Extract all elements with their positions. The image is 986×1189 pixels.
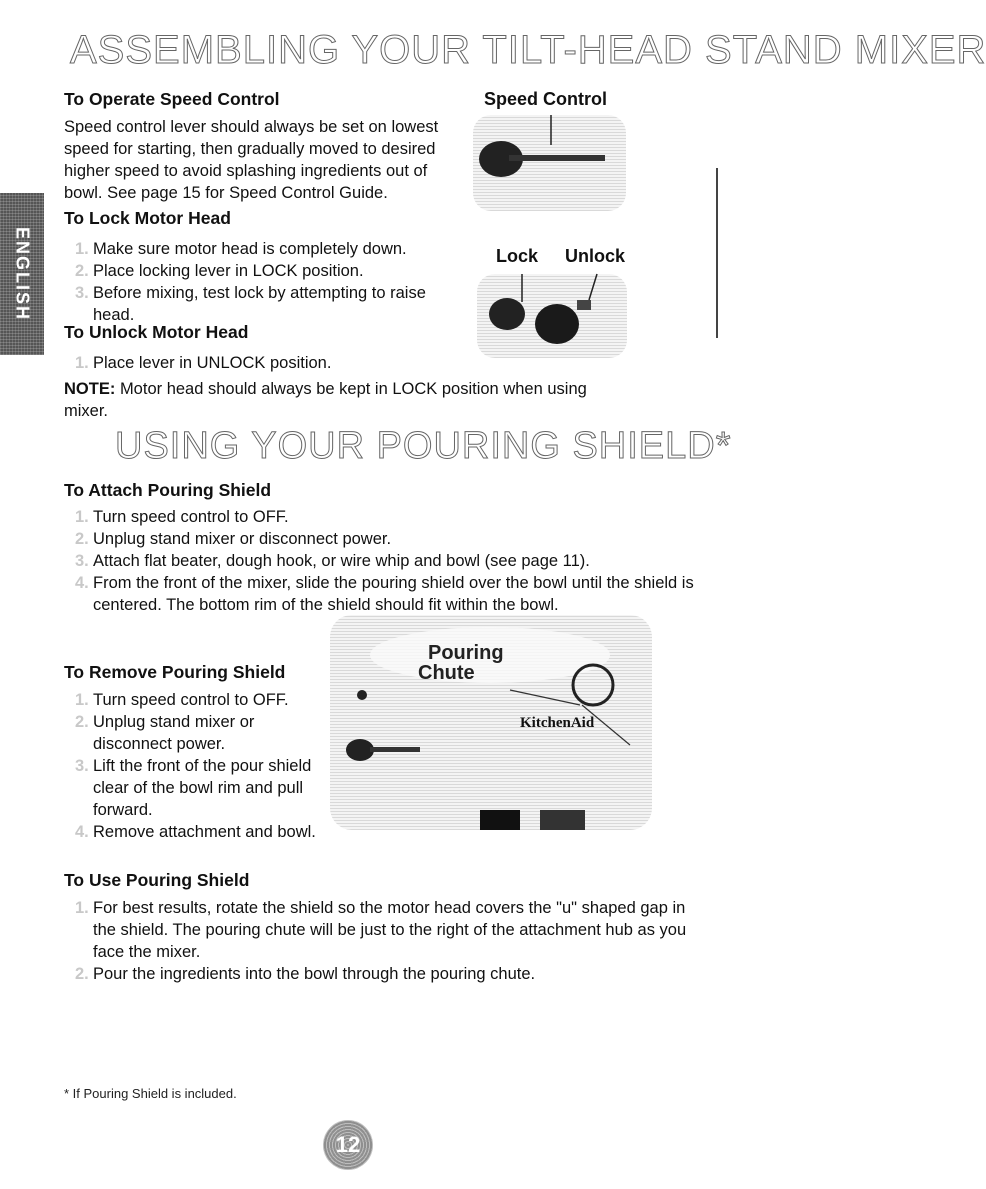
language-tab — [0, 193, 44, 355]
speed-control-photo — [473, 115, 626, 211]
note-text: Motor head should always be kept in LOCK position when using mixer. — [64, 380, 587, 420]
pouring-chute-label — [418, 642, 504, 684]
page-number: 12 — [323, 1120, 373, 1170]
lock-lever-photo — [477, 274, 627, 358]
note-label: NOTE: — [64, 380, 116, 398]
list-item: 2. Unplug stand mixer or disconnect power. — [75, 713, 255, 753]
section-title-pouring-shield: USING YOUR POURING SHIELD* — [115, 425, 732, 467]
list-item: 1. Turn speed control to OFF. — [75, 508, 289, 526]
remove-steps — [64, 689, 326, 843]
heading-lock-motor-head: To Lock Motor Head — [64, 208, 231, 228]
list-item: 2. Pour the ingredients into the bowl through the pouring chute. — [75, 965, 536, 983]
list-item: 4. From the front of the mixer, slide the pouring shield over the bowl until the shield is centered. The bottom rim of the shield should fit within the bowl. — [75, 574, 694, 614]
lock-image-label: Lock — [496, 246, 539, 266]
use-steps — [64, 897, 694, 985]
list-item: 3. Attach flat beater, dough hook, or wire whip and bowl (see page 11). — [75, 552, 590, 570]
list-item: 1. For best results, rotate the shield so the motor head covers the "u" shaped gap in the shield. The pouring chute will be just to the right of the attachment hub as you face the mixer. — [75, 899, 687, 961]
unlock-steps — [64, 352, 664, 374]
pouring-chute-label-line1: Pouring — [428, 642, 504, 664]
list-item: 2. Unplug stand mixer or disconnect power. — [75, 530, 392, 548]
list-item: 2. Place locking lever in LOCK position. — [75, 262, 364, 280]
brand-logo: KitchenAid — [520, 715, 595, 731]
list-item: 3. Before mixing, test lock by attempting to raise head. — [75, 284, 426, 324]
heading-attach-pouring-shield: To Attach Pouring Shield — [64, 480, 272, 500]
list-item: 3. Lift the front of the pour shield clear of the bowl rim and pull forward. — [75, 757, 312, 819]
list-item: 1. Make sure motor head is completely down. — [75, 240, 407, 258]
note-paragraph — [64, 378, 624, 422]
unlock-image-label: Unlock — [565, 246, 626, 266]
attach-steps — [64, 506, 714, 616]
lock-steps — [64, 238, 464, 326]
language-tab-label: ENGLISH — [12, 226, 33, 322]
heading-remove-pouring-shield: To Remove Pouring Shield — [64, 662, 286, 682]
heading-unlock-motor-head: To Unlock Motor Head — [64, 322, 249, 342]
list-item: 1. Place lever in UNLOCK position. — [75, 354, 332, 372]
section-title-assembling: ASSEMBLING YOUR TILT-HEAD STAND MIXER — [70, 28, 986, 72]
speed-control-image-label: Speed Control — [484, 89, 608, 109]
speed-control-text: Speed control lever should always be set on lowest speed for starting, then gradually moved to desired higher speed to avoid splashing ingredients out of bowl. See page 15 for Speed Control Guide. — [64, 118, 439, 202]
footnote: * If Pouring Shield is included. — [64, 1086, 237, 1101]
heading-use-pouring-shield: To Use Pouring Shield — [64, 870, 250, 890]
speed-lever-illustration — [473, 115, 626, 211]
list-item: 4. Remove attachment and bowl. — [75, 823, 316, 841]
heading-speed-control: To Operate Speed Control — [64, 89, 280, 109]
lock-lever-illustration — [477, 274, 627, 358]
pouring-chute-label-line2: Chute — [418, 662, 475, 684]
list-item: 1. Turn speed control to OFF. — [75, 691, 289, 709]
edge-rule — [716, 168, 718, 338]
